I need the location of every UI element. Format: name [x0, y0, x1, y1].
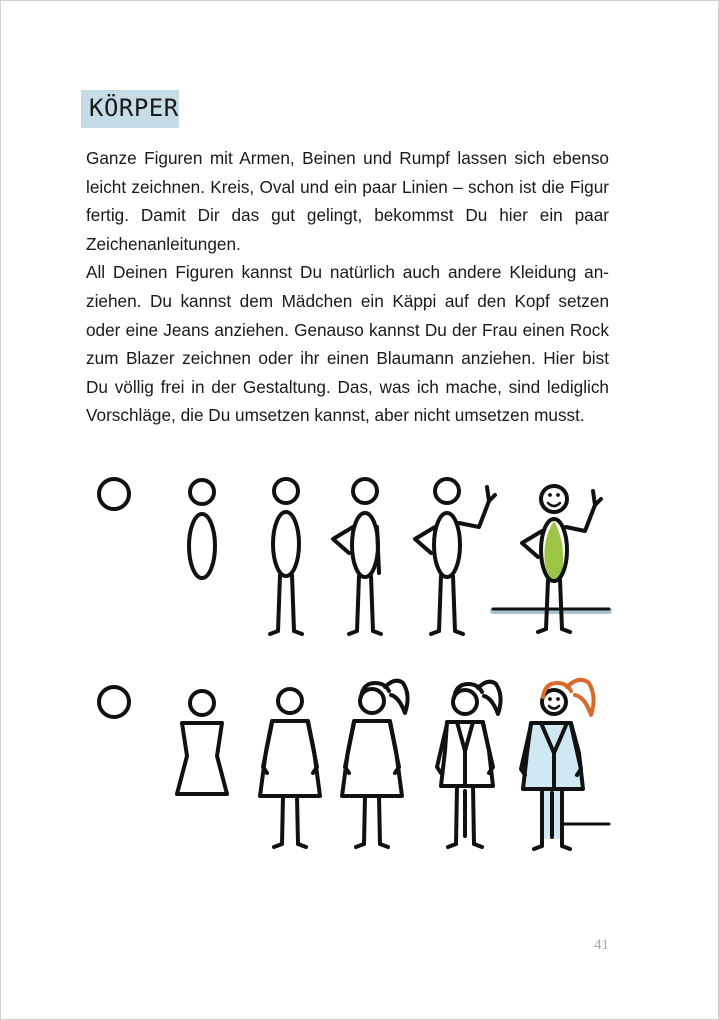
- dress-step-3-limbs: [260, 689, 320, 847]
- section-heading: KÖRPER: [89, 94, 179, 122]
- figure-step-4-arms: [333, 479, 381, 634]
- figure-step-5-waving: [415, 479, 495, 634]
- page-number: 41: [594, 937, 609, 953]
- body-text: [86, 144, 609, 430]
- blazer-step-6-finished: [521, 680, 609, 849]
- drawing-steps-illustration: [1, 461, 719, 861]
- paragraph-2: All Deinen Figuren kannst Du natürlich auch andere Kleidung anziehen. Du kannst dem Mädchen ein Käppi auf den Kopf setzen oder eine Jeans anziehen. Genauso kannst Du der Frau einen Rock zum Blazer zeichnen oder ihr einen Blaumann anziehen. Hier bist Du völlig frei in der Gestaltung. Das, was ich mache, sind lediglich Vorschläge, die Du umsetzen kannst, aber nicht umsetzen musst.: [86, 262, 609, 426]
- dress-step-4-hair: [342, 681, 408, 847]
- figure-step-6-finished: [493, 486, 609, 632]
- paragraph-1: Ganze Figuren mit Armen, Beinen und Rumpf lassen sich ebenso leicht zeichnen. Kreis, Oval und ein paar Linien – schon ist die Figur fertig. Damit Dir das gut gelingt, bekommst Du hier ein paar Zeichenanleitungen.: [86, 148, 609, 254]
- figure-step-1-head: [99, 479, 129, 509]
- figure-step-3-legs: [270, 479, 302, 634]
- figure-step-2-head-body: [189, 480, 215, 578]
- dress-step-1-head: [99, 687, 129, 717]
- dress-step-2-dress: [177, 691, 227, 794]
- blazer-step-5: [437, 682, 501, 847]
